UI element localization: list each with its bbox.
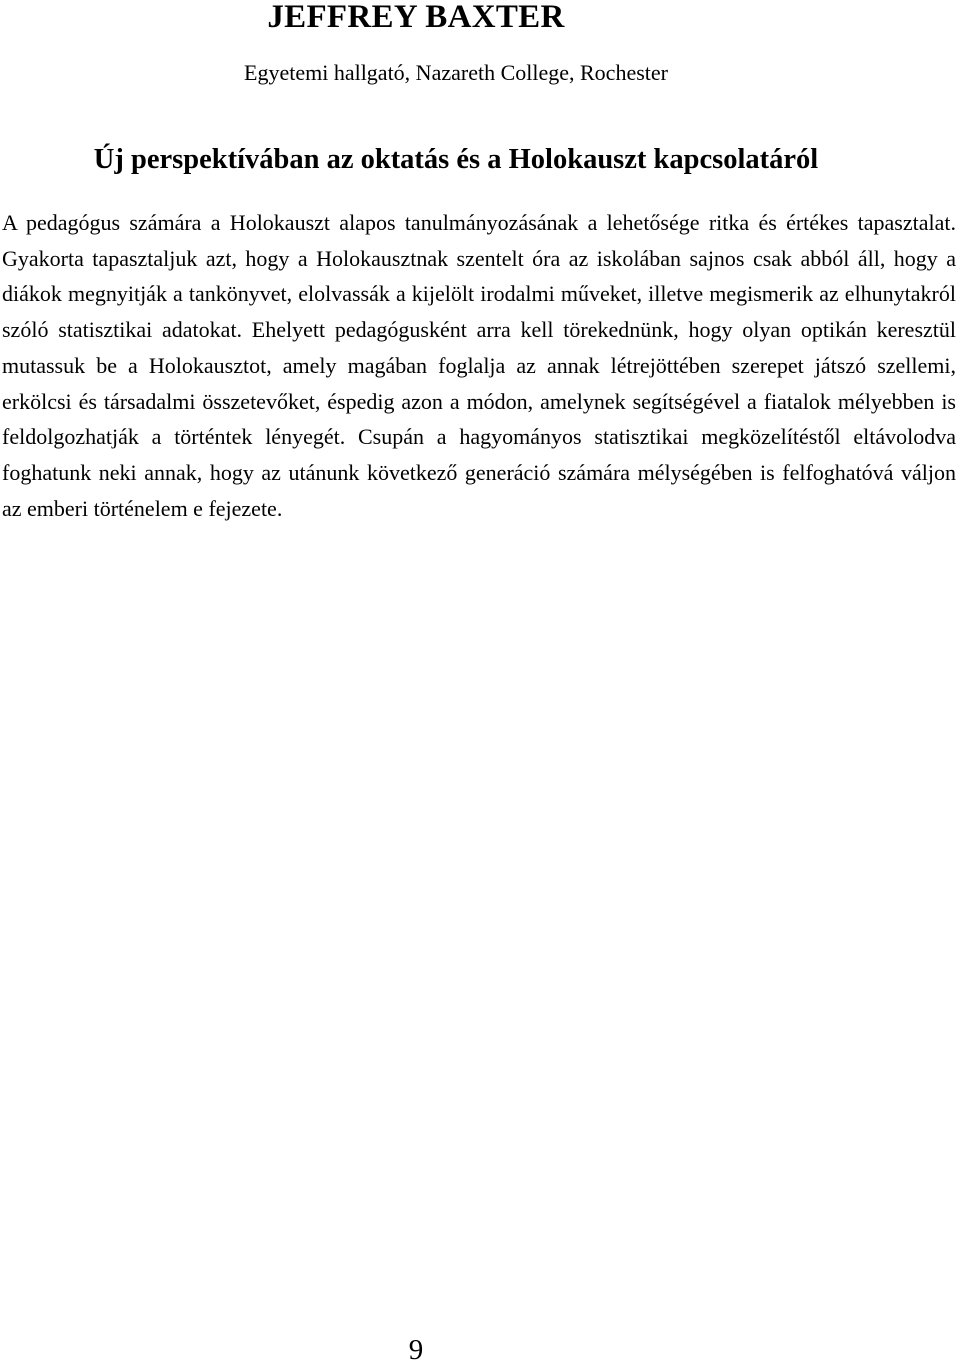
article-title: Új perspektívában az oktatás és a Holokauszt kapcsolatáról bbox=[93, 144, 819, 175]
body-paragraph: A pedagógus számára a Holokauszt alapos tanulmányozásának a lehetősége ritka és értékes tapasztalat. Gyakorta tapasztaljuk azt, hogy a Holokausztnak szentelt óra az iskolában sajnos csak abból áll, hogy a diákok megnyitják a tankönyvet, elolvassák a kijelölt irodalmi műveket, illetve megismerik az elhunytakról szóló statisztikai adatokat. Ehelyett pedagógusként arra kell törekednünk, hogy olyan optikán keresztül mutassuk be a Holokausztot, amely magában foglalja az annak létrejöttében szerepet játszó szellemi, erkölcsi és társadalmi összetevőket, éspedig azon a módon, amelynek segítségével a fiatalok mélyebben is feldolgozhatják a történtek lényegét. Csupán a hagyományos statisztikai megközelítéstől eltávolodva foghatunk neki annak, hogy az utánunk következő generáció számára mélységében is felfoghatóvá váljon az emberi történelem e fejezete. bbox=[2, 210, 956, 521]
page-number: 9 bbox=[408, 1334, 424, 1366]
author-affiliation: Egyetemi hallgató, Nazareth College, Rochester bbox=[244, 60, 668, 85]
author-name: JEFFREY BAXTER bbox=[267, 0, 565, 35]
